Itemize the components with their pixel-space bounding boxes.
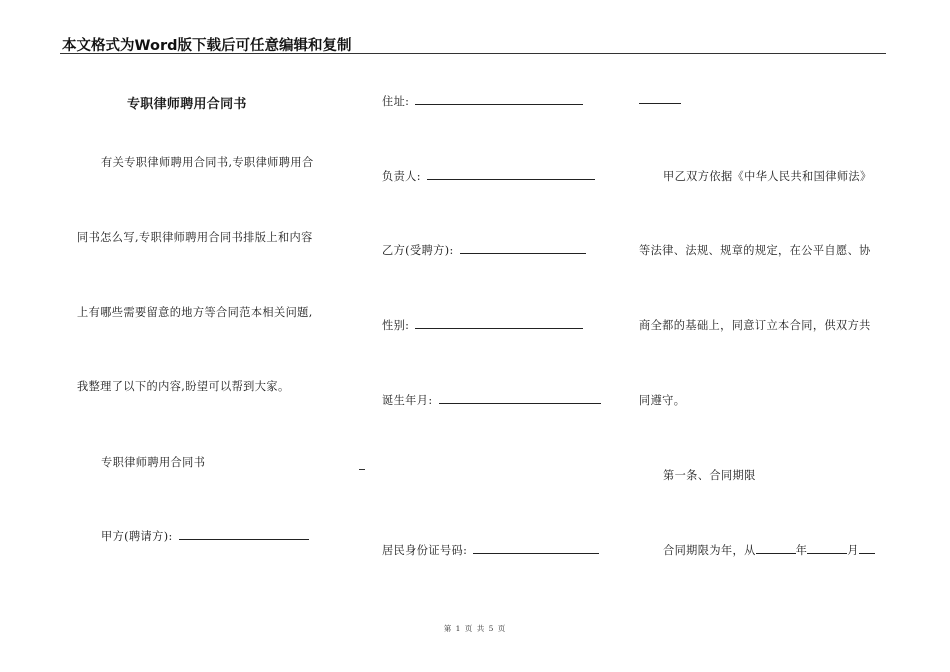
document-header-title: 本文格式为Word版下载后可任意编辑和复制 [62, 38, 352, 54]
id-number-blank [473, 543, 599, 554]
party-b-label: 乙方(受聘方): [382, 244, 454, 257]
address-label: 住址: [382, 95, 410, 108]
id-number-field [382, 542, 599, 558]
responsible-blank [427, 169, 595, 180]
gender-field [382, 317, 583, 333]
intro-line-4: 我整理了以下的内容,盼望可以帮到大家。 [77, 380, 290, 393]
intro-line-2: 同书怎么写,专职律师聘用合同书排版上和内容 [77, 231, 313, 244]
term-year-label: 年 [795, 544, 808, 557]
intro-line-3: 上有哪些需要留意的地方等合同范本相关问题, [77, 306, 313, 319]
leading-blank-field [639, 93, 681, 107]
intro-line-1: 有关专职律师聘用合同书,专职律师聘用合 [101, 156, 314, 169]
birth-blank [439, 393, 601, 404]
basis-line-2: 等法律、法规、规章的规定，在公平自愿、协 [639, 244, 871, 257]
basis-line-4: 同遵守。 [639, 394, 686, 407]
gender-blank [415, 318, 583, 329]
basis-line-1: 甲乙双方依据《中华人民共和国律师法》 [663, 170, 872, 183]
contract-term-prefix: 合同期限为年，从 [663, 544, 756, 557]
column-break-mark [359, 469, 365, 470]
basis-line-3: 商全都的基础上，同意订立本合同，供双方共 [639, 319, 871, 332]
party-a-blank [179, 529, 309, 540]
party-b-blank [460, 243, 586, 254]
birth-label: 诞生年月: [382, 394, 433, 407]
term-blank-2 [807, 543, 847, 554]
term-blank-3 [859, 543, 875, 554]
id-number-label: 居民身份证号码: [382, 544, 468, 557]
responsible-label: 负责人: [382, 170, 421, 183]
section-subtitle: 专职律师聘用合同书 [101, 456, 206, 469]
address-field [382, 93, 583, 109]
party-b-field [382, 242, 586, 258]
contract-title: 专职律师聘用合同书 [127, 97, 247, 112]
birth-field [382, 392, 601, 408]
address-blank [415, 94, 583, 105]
page-number: 第 1 页 共 5 页 [443, 624, 507, 633]
column-1 [0, 0, 340, 600]
responsible-field [382, 168, 595, 184]
term-month-label: 月 [847, 544, 859, 557]
column-3 [630, 0, 950, 600]
party-a-label: 甲方(聘请方): [101, 530, 173, 543]
party-a-field [101, 528, 309, 544]
gender-label: 性别: [382, 319, 410, 332]
contract-term-field [663, 542, 875, 558]
leading-blank [639, 93, 681, 104]
term-blank-1 [756, 543, 796, 554]
article-1-heading: 第一条、合同期限 [663, 469, 756, 482]
column-2 [340, 0, 630, 600]
